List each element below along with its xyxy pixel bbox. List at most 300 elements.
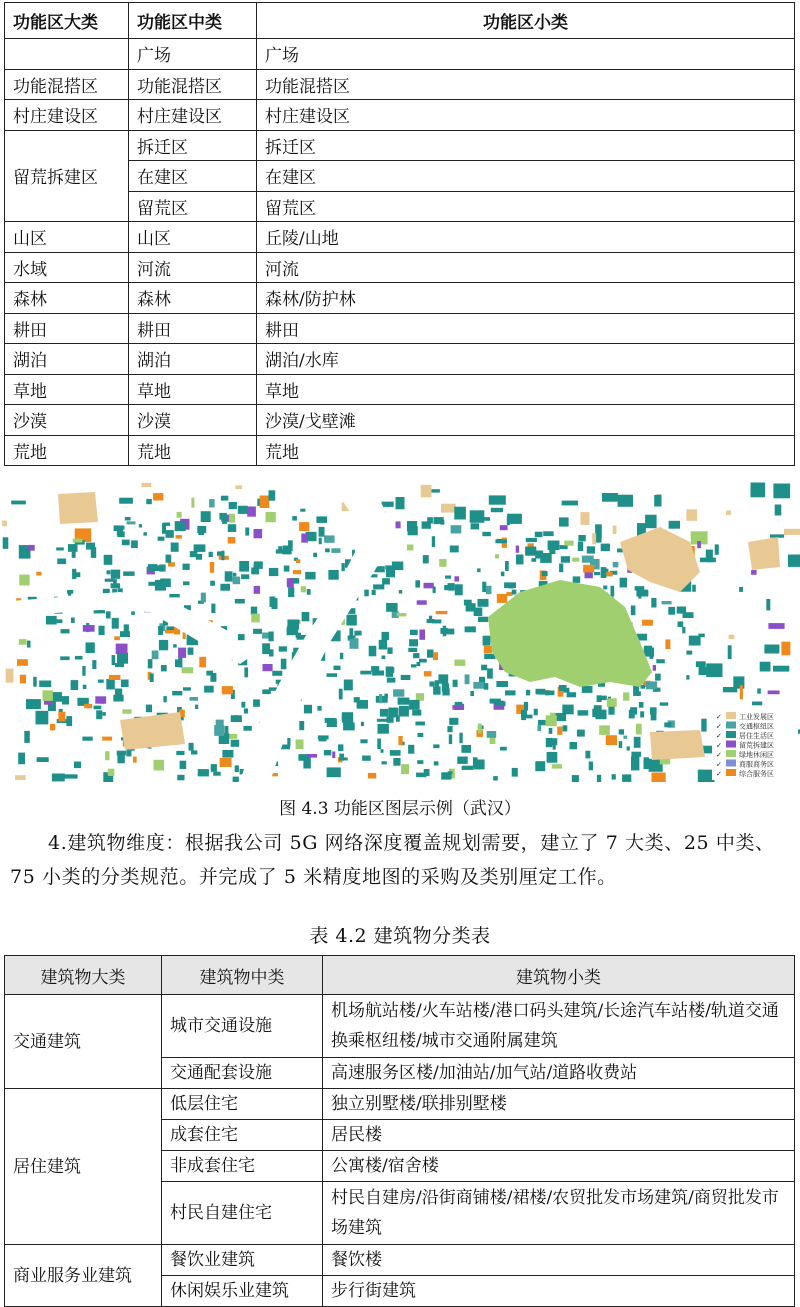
map-patch [163,523,170,526]
map-patch [462,766,474,770]
legend-check-icon: ✓ [716,722,722,731]
map-patch [318,735,329,739]
cell-minor: 机场航站楼/火车站楼/港口码头建筑/长途汽车站楼/轨道交通换乘枢纽楼/城市交通附属建筑 [323,995,795,1058]
map-patch [594,572,600,575]
map-patch [613,526,617,535]
map-patch [117,751,126,756]
map-patch [409,639,418,646]
map-patch [583,565,594,573]
map-patch [602,493,618,502]
cell-minor: 河流 [257,252,795,283]
map-patch [262,689,271,694]
map-patch [233,777,239,782]
map-patch [631,752,641,757]
map-patch [222,750,233,758]
map-patch [388,708,398,718]
map-patch [18,753,25,765]
map-patch [417,662,421,666]
map-patch [206,671,213,676]
map-patch [477,568,481,572]
map-patch [526,538,537,542]
map-patch [493,776,498,780]
map-patch [150,673,154,682]
map-patch [211,764,217,772]
map-patch [349,628,353,639]
map-patch [660,702,668,705]
map-patch [142,483,152,487]
map-patch [497,594,508,603]
industrial-region [120,712,185,750]
map-patch [221,496,228,501]
cell-minor: 荒地 [257,435,795,466]
map-patch [39,681,51,688]
map-patch [483,636,491,646]
map-patch [105,579,114,582]
map-patch [442,683,449,691]
map-patch [715,544,719,554]
map-patch [211,604,215,613]
map-patch [102,737,112,741]
map-patch [412,710,421,716]
table-row [5,995,795,1058]
map-patch [146,705,152,713]
map-patch [573,576,581,583]
map-patch [512,768,518,777]
map-patch [19,639,27,645]
function-zone-map [0,482,800,782]
map-patch [86,642,95,653]
map-patch [500,525,508,530]
map-patch [379,694,382,703]
cell-mid: 在建区 [129,161,257,192]
table-header-row [5,956,795,995]
green-park-region [488,580,652,687]
cell-major: 交通建筑 [5,995,162,1089]
map-patch [108,769,115,776]
map-patch [398,736,402,745]
map-patch [235,599,245,604]
map-patch [191,498,194,508]
map-patch [360,671,371,675]
map-patch [15,775,26,780]
map-patch [124,624,129,631]
cell-mid: 草地 [129,374,257,405]
map-patch [387,647,392,654]
map-patch [296,740,304,750]
map-patch [415,722,425,726]
map-patch [244,708,248,713]
legend-swatch [726,722,736,729]
map-patch [396,521,401,528]
map-patch [424,769,430,776]
map-patch [449,734,452,744]
cell-major: 湖泊 [5,344,129,375]
map-patch [361,722,364,726]
map-patch [213,772,221,776]
map-patch [562,705,573,715]
legend-label: 工业发展区 [739,713,774,721]
map-patch [287,626,297,631]
cell-major: 沙漠 [5,405,129,436]
legend-swatch [726,712,736,719]
map-patch [390,750,401,756]
map-patch [106,679,115,690]
map-patch [146,499,152,504]
legend-swatch [726,741,736,748]
map-patch [543,531,553,536]
map-patch [111,570,120,579]
table-row [5,344,795,375]
map-patch [440,628,447,634]
cell-minor: 留荒区 [257,191,795,222]
map-patch [378,724,389,734]
map-patch [152,651,159,660]
map-patch [316,516,327,523]
cell-major: 水域 [5,252,129,283]
map-patch [91,547,96,558]
map-patch [401,764,409,774]
map-patch [238,634,245,640]
map-patch [235,485,242,489]
map-patch [83,625,95,632]
map-patch [547,752,558,763]
map-patch [552,764,562,768]
map-patch [36,572,41,576]
cell-minor: 拆迁区 [257,130,795,161]
cell-minor: 独立别墅楼/联排别墅楼 [323,1089,795,1120]
map-patch [158,626,163,635]
map-patch [182,667,194,673]
map-patch [612,774,616,779]
map-patch [601,544,610,552]
map-patch [160,579,171,588]
map-patch [521,710,526,720]
map-patch [686,651,692,655]
map-patch [159,640,168,650]
map-patch [561,556,570,563]
cell-mid: 广场 [129,39,257,70]
map-patch [269,568,278,576]
map-patch [379,640,387,650]
table-header-row [5,3,795,39]
table-row [5,130,795,161]
map-patch [368,773,376,779]
river-yangtze [240,482,390,782]
map-patch [416,693,424,701]
cell-mid: 森林 [129,283,257,314]
header-minor: 建筑物小类 [323,956,795,995]
map-patch [506,592,512,596]
map-patch [299,721,304,730]
map-patch [419,659,427,663]
map-patch [497,539,503,543]
map-patch [572,558,579,562]
map-patch [219,513,227,520]
map-patch [564,541,573,546]
map-patch [143,532,147,535]
map-patch [444,585,451,590]
map-patch [327,767,341,777]
cell-major: 村庄建设区 [5,100,129,131]
map-patch [601,567,607,578]
map-patch [669,521,680,529]
map-patch [177,512,182,518]
map-patch [501,572,505,577]
cell-minor: 公寓楼/宿舍楼 [323,1151,795,1182]
map-patch [453,680,458,687]
map-patch [303,758,310,769]
map-patch [251,607,257,615]
map-patch [478,724,482,734]
map-patch [567,692,577,697]
map-patch [183,581,190,585]
map-patch [6,669,14,683]
map-patch [178,648,186,658]
map-patch [445,576,451,579]
cell-minor: 在建区 [257,161,795,192]
table-row [5,435,795,466]
map-patch [578,535,585,541]
map-patch [58,712,65,722]
cell-minor: 森林/防护林 [257,283,795,314]
map-patch [204,686,214,693]
map-patch [773,666,789,672]
map-patch [766,599,770,610]
map-patch [121,680,129,688]
map-patch [454,660,465,666]
map-patch [221,551,224,561]
table-row [5,1089,795,1120]
map-patch [542,571,548,576]
map-patch [441,520,445,525]
cell-minor: 草地 [257,374,795,405]
map-patch [651,598,656,608]
map-patch [723,687,737,692]
map-patch [38,713,48,724]
map-patch [115,663,124,667]
map-patch [538,725,542,731]
legend-check-icon: ✓ [716,760,722,769]
map-patch [116,644,128,654]
map-patch [328,570,338,580]
map-patch [638,591,641,599]
map-patch [272,598,278,609]
map-patch [484,646,492,653]
map-patch [92,660,96,669]
map-patch [398,698,410,705]
map-patch [686,509,697,520]
map-patch [243,726,251,731]
map-patch [293,570,301,574]
cell-minor: 湖泊/水库 [257,344,795,375]
legend-check-icon: ✓ [716,732,722,740]
map-patch [578,542,583,551]
map-patch [74,762,81,769]
map-patch [190,697,199,701]
map-patch [67,590,73,594]
map-patch [618,495,633,507]
map-patch [655,674,661,681]
cell-mid: 休闲娱乐业建筑 [162,1276,323,1307]
map-patch [597,695,602,702]
map-patch [269,649,274,656]
map-patch [74,572,80,577]
map-patch [260,496,270,509]
map-patch [697,541,701,548]
map-patch [433,687,441,695]
map-patch [764,645,779,654]
map-patch [254,561,263,569]
map-patch [127,521,136,524]
cell-mid: 耕田 [129,313,257,344]
map-patch [634,737,641,748]
map-patch [2,521,7,527]
map-patch [752,702,762,706]
map-patch [668,607,675,615]
map-patch [313,553,317,557]
map-patch [105,751,109,760]
map-patch [159,565,165,572]
map-patch [369,646,377,657]
table-row [5,283,795,314]
map-patch [214,725,224,736]
map-patch [106,611,111,618]
map-patch [338,744,343,751]
map-patch [751,570,757,575]
map-patch [377,719,388,722]
legend-swatch [726,760,736,767]
cell-mid: 湖泊 [129,344,257,375]
map-patch [563,725,568,731]
map-patch [377,739,381,750]
map-patch [631,757,639,771]
map-patch [496,681,508,687]
cell-minor: 功能混搭区 [257,69,795,100]
map-patch [620,578,627,588]
map-patch [220,758,232,767]
map-patch [183,687,191,690]
cell-mid: 山区 [129,222,257,253]
map-patch [619,729,624,734]
map-patch [644,646,652,653]
map-patch [535,532,543,538]
map-patch [263,664,273,671]
map-patch [393,758,400,766]
map-patch [117,653,128,664]
map-patch [757,688,761,693]
map-patch [549,545,555,554]
map-patch [82,666,85,676]
cell-mid: 荒地 [129,435,257,466]
cell-minor: 耕田 [257,313,795,344]
map-patch [473,682,484,689]
map-patch [317,706,321,711]
map-patch [210,581,215,586]
map-patch [382,656,386,660]
table-caption: 表 4.2 建筑物分类表 [309,925,491,947]
map-patch [650,654,654,659]
cell-major: 荒地 [5,435,129,466]
map-patch [611,586,615,596]
map-patch [664,722,671,727]
map-patch [489,495,506,504]
cell-minor: 高速服务区楼/加油站/加气站/道路收费站 [323,1058,795,1089]
map-patch [432,536,435,547]
map-patch [636,724,642,735]
map-patch [327,673,338,677]
map-patch [482,582,486,592]
map-patch [646,682,657,690]
map-patch [547,738,558,745]
map-patch [427,650,434,658]
map-patch [364,590,369,597]
map-patch [630,707,637,714]
map-patch [244,667,248,677]
cell-mid: 村民自建住宅 [162,1182,323,1245]
legend-label: 交通枢纽区 [739,722,774,731]
map-patch [107,570,111,574]
table-row [5,313,795,344]
map-patch [473,757,478,767]
figure-caption: 图 4.3 功能区图层示例（武汉） [279,799,521,819]
map-patch [516,555,524,565]
map-patch [296,559,301,563]
map-patch [408,648,417,652]
map-patch [656,659,665,663]
map-patch [131,540,138,548]
cell-minor: 丘陵/山地 [257,222,795,253]
map-patch [325,548,330,552]
map-patch [278,546,282,550]
map-patch [482,532,490,536]
map-patch [183,564,190,570]
map-patch [198,528,204,535]
map-patch [346,615,356,626]
map-patch [500,747,507,751]
map-patch [114,636,120,640]
map-patch [481,665,487,671]
map-patch [209,499,215,507]
industrial-region [650,730,705,760]
map-patch [386,603,398,612]
map-patch [438,674,448,683]
map-patch [24,731,30,743]
map-patch [581,512,590,525]
legend-swatch [726,769,736,776]
map-patch [148,582,157,586]
map-patch [396,497,405,509]
map-patch [644,757,650,769]
map-patch [775,505,782,516]
cell-minor: 广场 [257,39,795,70]
map-patch [266,512,276,522]
map-patch [229,502,237,509]
map-patch [595,710,606,720]
map-patch [178,657,182,667]
map-patch [382,761,387,764]
map-patch [123,571,134,576]
map-patch [175,659,179,667]
map-patch [299,522,309,531]
map-patch [262,643,270,654]
map-patch [652,773,666,783]
map-patch [411,664,416,667]
map-patch [50,724,55,731]
map-patch [122,540,130,546]
map-patch [582,556,594,563]
map-patch [545,691,555,696]
cell-mid: 低层住宅 [162,1089,323,1120]
